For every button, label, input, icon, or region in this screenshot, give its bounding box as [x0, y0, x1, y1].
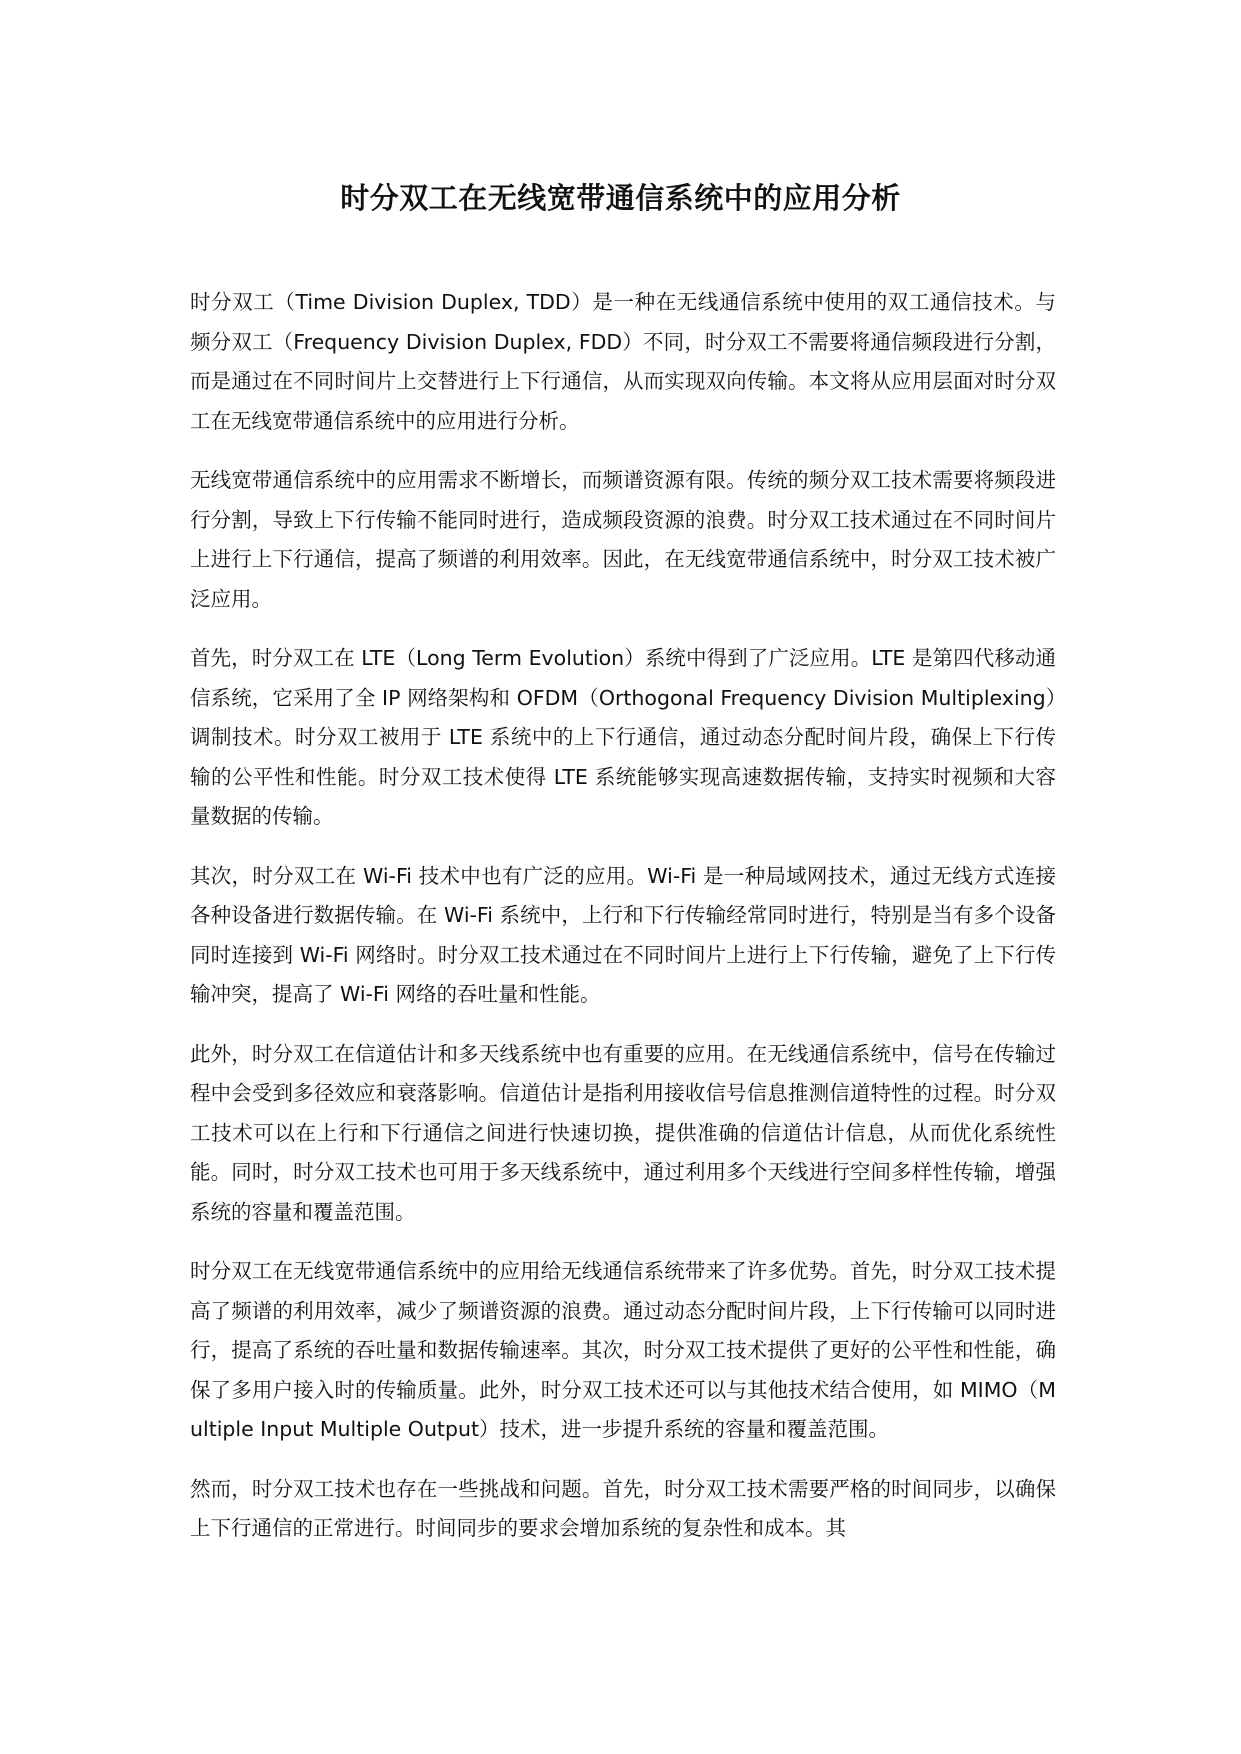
paragraph-2: 无线宽带通信系统中的应用需求不断增长，而频谱资源有限。传统的频分双工技术需要将频段进行分割，导致上下行传输不能同时进行，造成频段资源的浪费。时分双工技术通过在不同时间片上进行上下行通信，提高了频谱的利用效率。因此，在无线宽带通信系统中，时分双工技术被广泛应用。 — [190, 468, 1056, 611]
paragraph-7: 然而，时分双工技术也存在一些挑战和问题。首先，时分双工技术需要严格的时间同步，以确保上下行通信的正常进行。时间同步的要求会增加系统的复杂性和成本。其 — [190, 1476, 1056, 1540]
page-title: 时分双工在无线宽带通信系统中的应用分析 — [340, 181, 901, 215]
document-body — [190, 283, 1056, 1569]
paragraph-6: 时分双工在无线宽带通信系统中的应用给无线通信系统带来了许多优势。首先，时分双工技术提高了频谱的利用效率，减少了频谱资源的浪费。通过动态分配时间片段，上下行传输可以同时进行，提高了系统的吞吐量和数据传输速率。其次，时分双工技术提供了更好的公平性和性能，确保了多用户接入时的传输质量。此外，时分双工技术还可以与其他技术结合使用，如 MIMO（Multiple Input Multiple Output）技术，进一步提升系统的容量和覆盖范围。 — [190, 1259, 1056, 1441]
paragraph-1: 时分双工（Time Division Duplex, TDD）是一种在无线通信系统中使用的双工通信技术。与频分双工（Frequency Division Duplex, FDD）不同，时分双工不需要将通信频段进行分割，而是通过在不同时间片上交替进行上下行通信，从而实现双向传输。本文将从应用层面对时分双工在无线宽带通信系统中的应用进行分析。 — [190, 290, 1056, 433]
paragraph-4: 其次，时分双工在 Wi-Fi 技术中也有广泛的应用。Wi-Fi 是一种局域网技术，通过无线方式连接各种设备进行数据传输。在 Wi-Fi 系统中，上行和下行传输经常同时进行，特别是当有多个设备同时连接到 Wi-Fi 网络时。时分双工技术通过在不同时间片上进行上下行传输，避免了上下行传输冲突，提高了 Wi-Fi 网络的吞吐量和性能。 — [190, 863, 1056, 1006]
paragraph-5: 此外，时分双工在信道估计和多天线系统中也有重要的应用。在无线通信系统中，信号在传输过程中会受到多径效应和衰落影响。信道估计是指利用接收信号信息推测信道特性的过程。时分双工技术可以在上行和下行通信之间进行快速切换，提供准确的信道估计信息，从而优化系统性能。同时，时分双工技术也可用于多天线系统中，通过利用多个天线进行空间多样性传输，增强系统的容量和覆盖范围。 — [190, 1041, 1056, 1224]
paragraph-3: 首先，时分双工在 LTE（Long Term Evolution）系统中得到了广泛应用。LTE 是第四代移动通信系统，它采用了全 IP 网络架构和 OFDM（Orthogonal Frequency Division Multiplexing）调制技术。时分双工被用于 LTE 系统中的上下行通信，通过动态分配时间片段，确保上下行传输的公平性和性能。时分双工技术使得 LTE 系统能够实现高速数据传输，支持实时视频和大容量数据的传输。 — [190, 646, 1056, 828]
